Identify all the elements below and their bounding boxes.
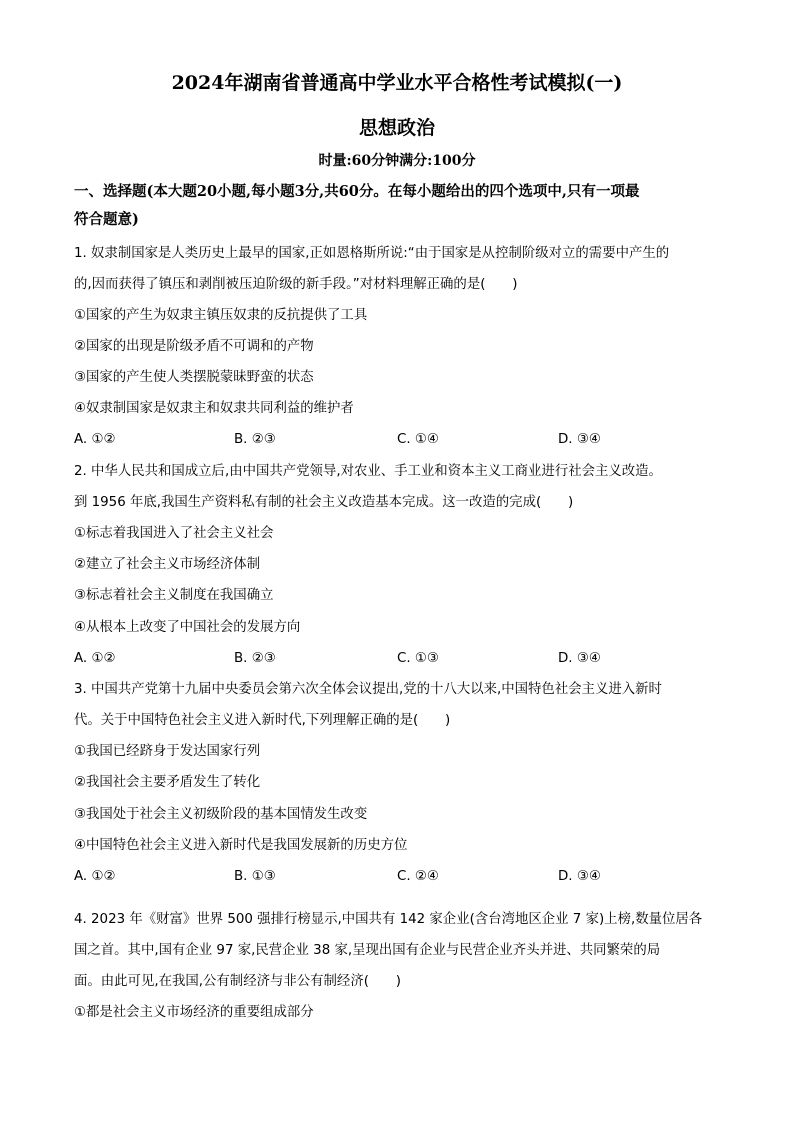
section-heading-line: 符合题意) xyxy=(74,211,139,228)
question-2-item: ②建立了社会主义市场经济体制 xyxy=(74,557,261,572)
question-3-item: ①我国已经跻身于发达国家行列 xyxy=(74,744,261,759)
question-2-item: ③标志着社会主义制度在我国确立 xyxy=(74,588,274,603)
subject-title: 思想政治 xyxy=(358,117,435,139)
question-3-option-d: D. ③④ xyxy=(558,869,601,884)
section-heading-line: 一、选择题(本大题20小题,每小题3分,共60分。在每小题给出的四个选项中,只有一项最 xyxy=(74,183,640,200)
question-3-item: ④中国特色社会主义进入新时代是我国发展新的历史方位 xyxy=(74,838,408,853)
exam-title: 2024年湖南省普通高中学业水平合格性考试模拟(一) xyxy=(171,72,623,94)
question-3-item: ③我国处于社会主义初级阶段的基本国情发生改变 xyxy=(74,807,368,822)
question-2-option-c: C. ①③ xyxy=(397,651,439,666)
question-1-item: ③国家的产生使人类摆脱蒙昧野蛮的状态 xyxy=(74,370,314,385)
question-1-item: ④奴隶制国家是奴隶主和奴隶共同利益的维护者 xyxy=(74,401,354,416)
question-3-stem: 3. 中国共产党第十九届中央委员会第六次全体会议提出,党的十八大以来,中国特色社会主义进入新时 xyxy=(74,682,662,697)
question-1-stem: 1. 奴隶制国家是人类历史上最早的国家,正如恩格斯所说:“由于国家是从控制阶级对立的需要中产生的 xyxy=(74,246,670,261)
question-3-option-b: B. ①③ xyxy=(234,869,276,884)
question-1-item: ②国家的出现是阶级矛盾不可调和的产物 xyxy=(74,339,314,354)
question-1-stem: 的,因而获得了镇压和剥削被压迫阶级的新手段。”对材料理解正确的是( ) xyxy=(74,277,518,292)
question-1-option-b: B. ②③ xyxy=(234,432,276,447)
question-3-stem: 代。关于中国特色社会主义进入新时代,下列理解正确的是( ) xyxy=(74,713,451,728)
question-4-stem: 4. 2023 年《财富》世界 500 强排行榜显示,中国共有 142 家企业(含台湾地区企业 7 家)上榜,数量位居各 xyxy=(74,912,703,927)
question-4-stem: 面。由此可见,在我国,公有制经济与非公有制经济( ) xyxy=(74,974,401,989)
question-4-item: ①都是社会主义市场经济的重要组成部分 xyxy=(74,1005,314,1020)
question-1-item: ①国家的产生为奴隶主镇压奴隶的反抗提供了工具 xyxy=(74,308,368,323)
section-heading xyxy=(74,178,724,234)
question-2-option-b: B. ②③ xyxy=(234,651,276,666)
question-2-option-a: A. ①② xyxy=(74,651,116,666)
question-3-option-c: C. ②④ xyxy=(397,869,439,884)
question-1-option-d: D. ③④ xyxy=(558,432,601,447)
question-1-option-a: A. ①② xyxy=(74,432,116,447)
question-2-item: ④从根本上改变了中国社会的发展方向 xyxy=(74,620,301,635)
question-2-stem: 到 1956 年底,我国生产资料私有制的社会主义改造基本完成。这一改造的完成( ) xyxy=(74,495,574,510)
question-2-stem: 2. 中华人民共和国成立后,由中国共产党领导,对农业、手工业和资本主义工商业进行社会主义改造。 xyxy=(74,464,662,479)
question-2-item: ①标志着我国进入了社会主义社会 xyxy=(74,526,274,541)
question-3-option-a: A. ①② xyxy=(74,869,116,884)
exam-meta: 时量:60分钟满分:100分 xyxy=(318,153,476,169)
question-3-item: ②我国社会主要矛盾发生了转化 xyxy=(74,775,261,790)
question-1-option-c: C. ①④ xyxy=(397,432,439,447)
question-2-option-d: D. ③④ xyxy=(558,651,601,666)
question-4-stem: 国之首。其中,国有企业 97 家,民营企业 38 家,呈现出国有企业与民营企业齐头并进、共同繁荣的局 xyxy=(74,943,661,958)
